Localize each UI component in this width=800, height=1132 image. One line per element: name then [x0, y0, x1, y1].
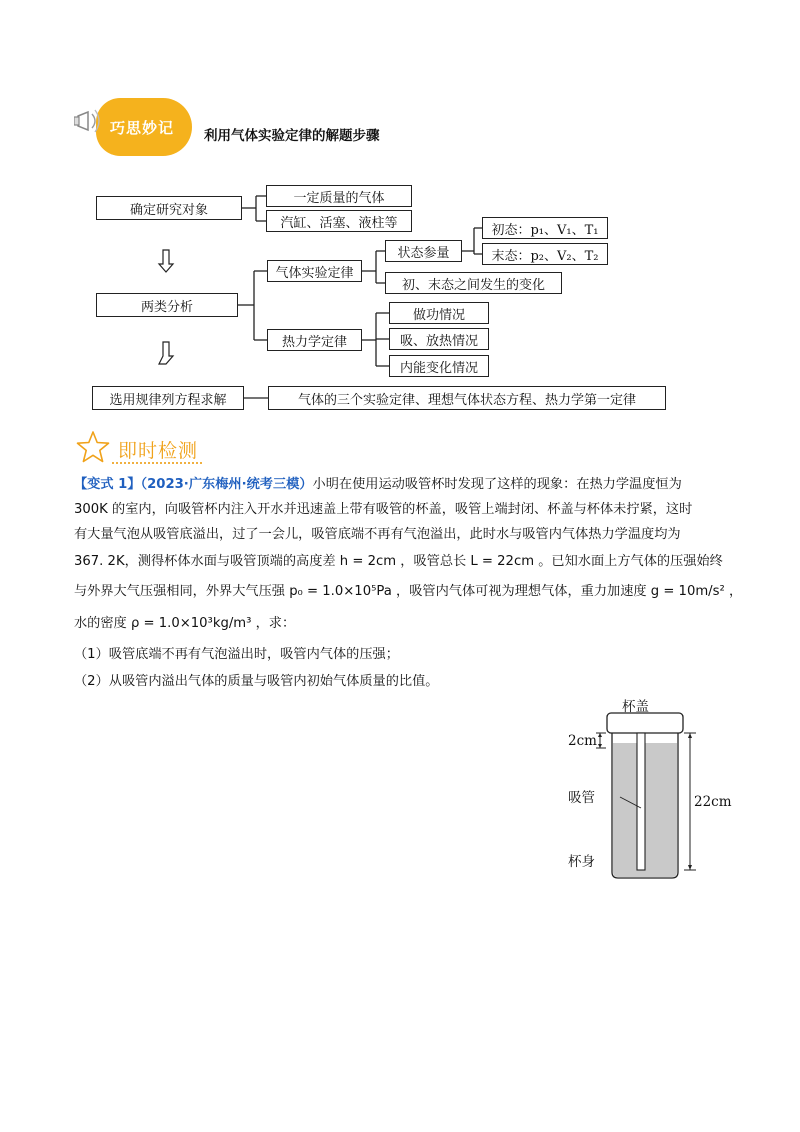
step3-box: 选用规律列方程求解: [92, 386, 244, 410]
step2-box: 两类分析: [96, 293, 238, 317]
length-label: 22cm: [694, 794, 732, 810]
state-params-box: 状态参量: [385, 240, 462, 262]
question-1: （1）吸管底端不再有气泡溢出时，吸管内气体的压强；: [74, 647, 399, 662]
heat-box: 吸、放热情况: [389, 328, 489, 350]
problem-line-1: 【变式 1】（2023·广东梅州·统考三模）小明在使用运动吸管杯时发现了这样的现象：在热力学温度恒为: [74, 477, 682, 492]
problem-line-3: 有大量气泡从吸管底溢出，过了一会儿，吸管底端不再有气泡溢出，此时水与吸管内气体热力学温度均为: [74, 527, 681, 542]
gas-law-box: 气体实验定律: [267, 260, 362, 282]
problem-line-2: 300K 的室内，向吸管杯内注入开水并迅速盖上带有吸管的杯盖，吸管上端封闭、杯盖与杯体未拧紧，这时: [74, 502, 693, 517]
star-icon: [76, 430, 110, 464]
problem-line-5: 与外界大气压强相同，外界大气压强 p₀ = 1.0×10⁵Pa ，吸管内气体可视为理想气体，重力加速度 g = 10m/s² ，: [74, 584, 743, 599]
height-label: 2cm: [568, 733, 597, 749]
badge-label: 巧思妙记: [110, 119, 175, 137]
internal-energy-box: 内能变化情况: [389, 355, 489, 377]
change-box: 初、末态之间发生的变化: [385, 272, 562, 294]
body-label: 杯身: [568, 854, 595, 870]
problem-line-4: 367. 2K，测得杯体水面与吸管顶端的高度差 h = 2cm ，吸管总长 L = 22cm 。已知水面上方气体的压强始终: [74, 554, 723, 569]
problem-line-6: 水的密度 ρ = 1.0×10³kg/m³ ，求：: [74, 616, 296, 631]
final-state-box: 末态：p₂、V₂、T₂: [482, 243, 608, 265]
problem-tag: 【变式 1】（2023·广东梅州·统考三模）: [74, 477, 313, 492]
check-underline: [112, 462, 202, 464]
thermo-law-box: 热力学定律: [267, 329, 362, 351]
section-title: 利用气体实验定律的解题步骤: [204, 128, 380, 144]
step3-laws-box: 气体的三个实验定律、理想气体状态方程、热力学第一定律: [268, 386, 666, 410]
step1-option-components: 汽缸、活塞、液柱等: [266, 210, 412, 232]
straw-label: 吸管: [568, 790, 595, 806]
step1-box: 确定研究对象: [96, 196, 242, 220]
step1-option-gas: 一定质量的气体: [266, 185, 412, 207]
question-2: （2）从吸管内溢出气体的质量与吸管内初始气体质量的比值。: [74, 674, 439, 689]
initial-state-box: 初态：p₁、V₁、T₁: [482, 217, 608, 239]
work-box: 做功情况: [389, 302, 489, 324]
lid-label: 杯盖: [622, 699, 649, 715]
check-title: 即时检测: [118, 440, 199, 462]
